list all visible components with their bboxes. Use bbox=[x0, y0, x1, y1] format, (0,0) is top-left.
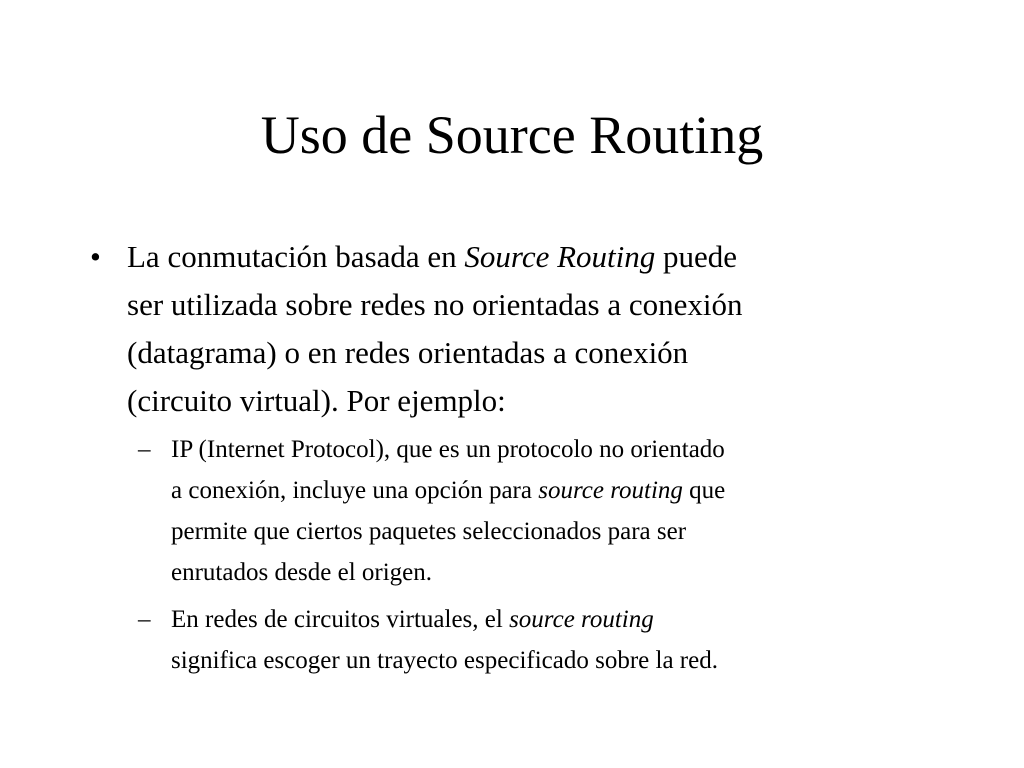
sub-bullet-ip bbox=[138, 429, 938, 593]
dash-marker: – bbox=[138, 436, 151, 463]
text-line: IP (Internet Protocol), que es un protocolo no orientado bbox=[171, 436, 725, 463]
text-line: enrutados desde el origen. bbox=[171, 559, 433, 586]
bullet-marker: • bbox=[90, 239, 101, 274]
text-line: ser utilizada sobre redes no orientadas a conexión bbox=[127, 287, 743, 322]
dash-marker: – bbox=[138, 606, 151, 633]
sub-bullet-text bbox=[171, 599, 938, 681]
text-line: En redes de circuitos virtuales, el source routing bbox=[171, 606, 654, 633]
text-line: significa escoger un trayecto especificado sobre la red. bbox=[171, 647, 718, 674]
text-line: permite que ciertos paquetes seleccionados para ser bbox=[171, 518, 687, 545]
sub-bullet-virtual-circuits bbox=[138, 599, 938, 681]
sub-bullet-text bbox=[171, 429, 938, 593]
main-bullet bbox=[90, 233, 950, 425]
text-line: (datagrama) o en redes orientadas a conexión bbox=[127, 335, 689, 370]
main-bullet-text bbox=[127, 233, 950, 425]
slide-title: Uso de Source Routing bbox=[260, 105, 764, 165]
text-line: (circuito virtual). Por ejemplo: bbox=[127, 383, 506, 418]
text-line: La conmutación basada en Source Routing puede bbox=[127, 239, 738, 274]
text-line: a conexión, incluye una opción para source routing que bbox=[171, 477, 726, 504]
